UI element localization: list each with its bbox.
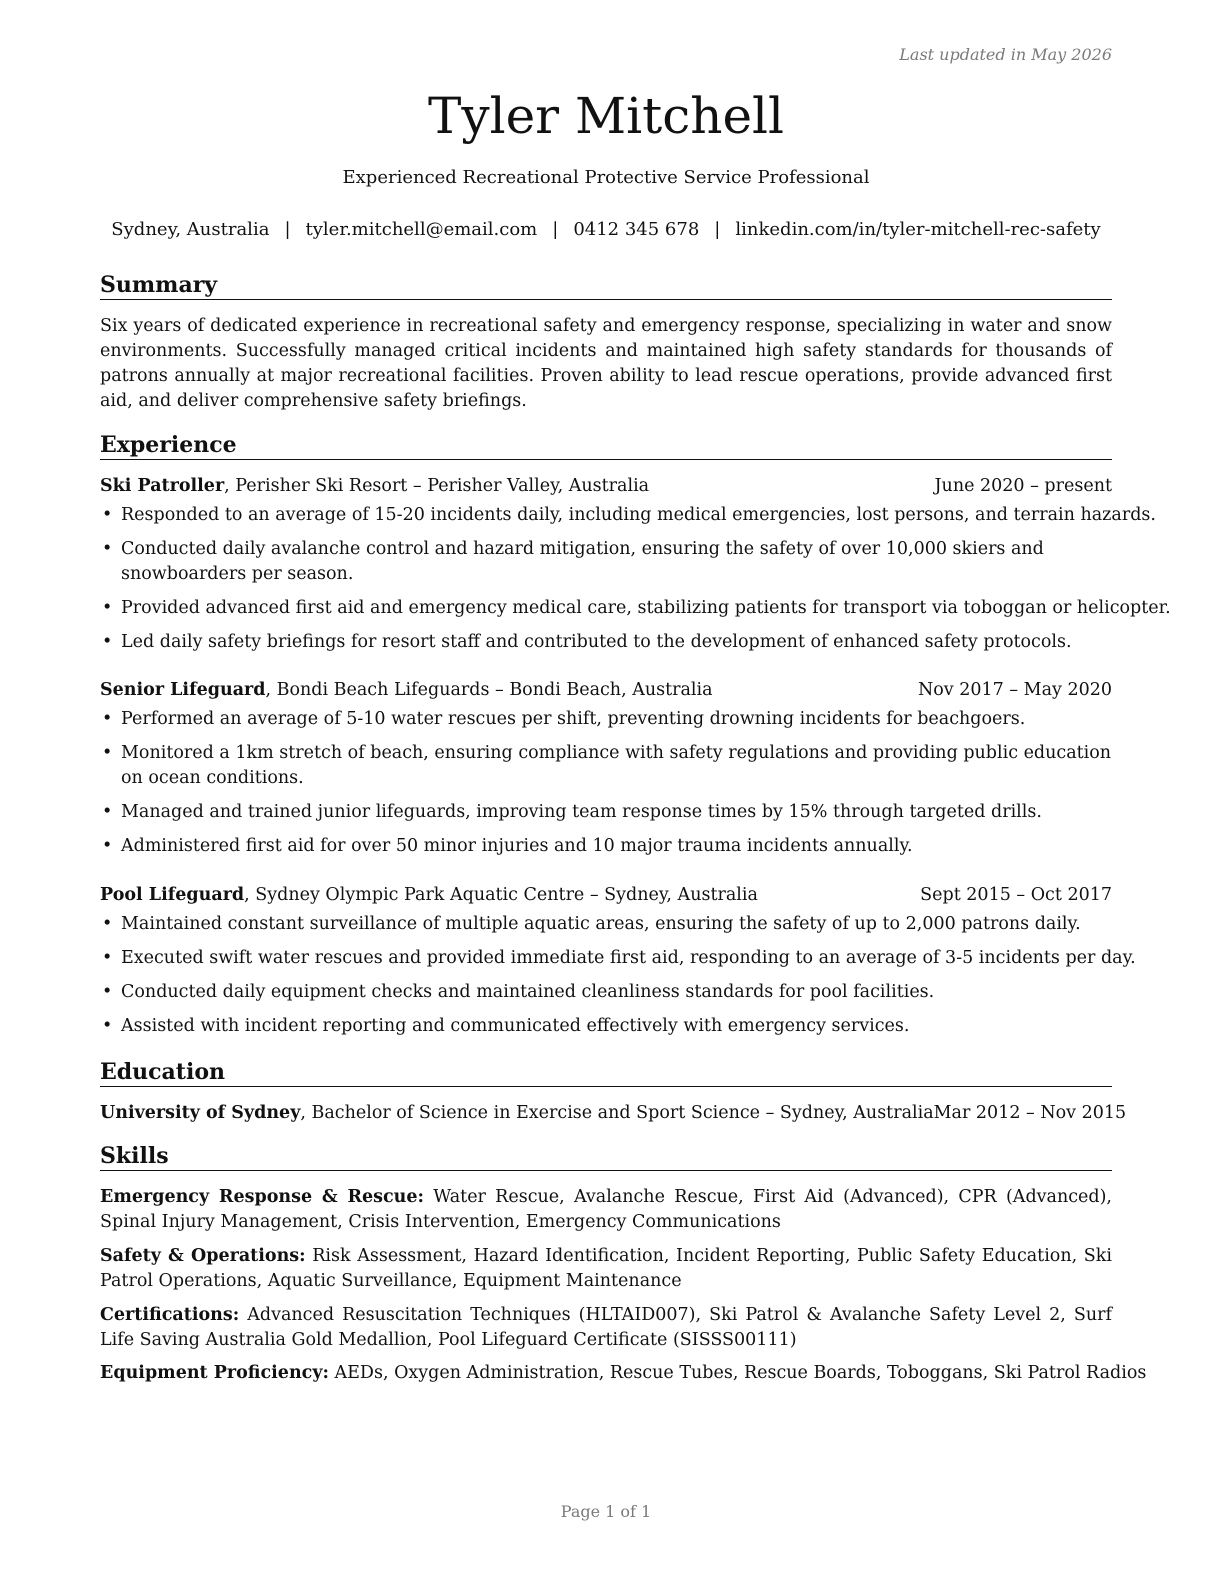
job-organization: , Perisher Ski Resort – Perisher Valley, Australia [224,476,650,496]
job-dates: June 2020 – present [934,476,1112,496]
job-bullet: • Responded to an average of 15-20 incidents daily, including medical emergencies, lost persons, and terrain hazards. [100,503,1112,528]
job-bullet: • Led daily safety briefings for resort staff and contributed to the development of enhanced safety protocols. [100,630,1112,655]
job-bullet: • Conducted daily avalanche control and hazard mitigation, ensuring the safety of over 10,000 skiers and snowboarders per season. [100,537,1112,587]
skill-group [100,1185,1112,1235]
contact-separator: | [284,219,291,240]
job-bullet-list [100,912,1136,1039]
skill-group [100,1303,1112,1353]
job-bullet: • Monitored a 1km stretch of beach, ensuring compliance with safety regulations and providing public education on ocean conditions. [100,741,1112,791]
experience-entry [100,882,1136,1048]
skill-list: AEDs, Oxygen Administration, Rescue Tubes, Rescue Boards, Toboggans, Ski Patrol Radios [328,1363,1147,1383]
skill-label: Safety & Operations: [100,1246,306,1266]
job-dates: Nov 2017 – May 2020 [917,680,1112,700]
section-heading-education: Education [100,1059,1112,1087]
contact-email-link[interactable]: tyler.mitchell@email.com [305,219,538,240]
experience-header [100,677,1112,703]
job-bullet: • Executed swift water rescues and provided immediate first aid, responding to an average of 3-5 incidents per day. [100,946,1112,971]
experience-header [100,882,1112,908]
skill-label: Certifications: [100,1305,240,1325]
experience-header [100,473,1112,499]
skill-list: Risk Assessment, Hazard Identification, Incident Reporting, Public Safety Education, Ski Patrol Operations, Aquatic Surveillance, Equipment Maintenance [100,1246,1112,1291]
job-title: Senior Lifeguard [100,680,266,700]
section-heading-experience: Experience [100,432,1112,460]
skill-label: Equipment Proficiency: [100,1363,329,1383]
experience-entry [100,473,1171,664]
job-title: Ski Patroller [100,476,225,496]
education-header [100,1100,1127,1126]
school-name: University of Sydney [100,1103,301,1123]
last-updated: Last updated in May 2026 [899,45,1112,64]
skill-list: Advanced Resuscitation Techniques (HLTAID007), Ski Patrol & Avalanche Safety Level 2, Surf Life Saving Australia Gold Medallion, Pool Lifeguard Certificate (SISSS00111) [100,1305,1112,1350]
job-bullet: • Conducted daily equipment checks and maintained cleanliness standards for pool facilities. [100,980,1112,1005]
experience-entry [100,677,1112,868]
candidate-name: Tyler Mitchell [427,87,785,145]
summary-text: Six years of dedicated experience in recreational safety and emergency response, specializing in water and snow environments. Successfully managed critical incidents and maintained high safety standards for thousands of patrons annually at major recreational facilities. Proven ability to lead rescue operations, provide advanced first aid, and deliver comprehensive safety briefings. [100,316,1112,411]
job-bullet: • Managed and trained junior lifeguards, improving team response times by 15% through targeted drills. [100,800,1112,825]
degree: , Bachelor of Science in Exercise and Sport Science – Sydney, Australia [300,1103,934,1123]
skill-group [100,1244,1112,1294]
contact-separator: | [552,219,559,240]
resume-page [100,0,1171,1584]
education-entry [100,1100,1127,1126]
job-organization: , Bondi Beach Lifeguards – Bondi Beach, Australia [265,680,713,700]
education-dates: Mar 2012 – Nov 2015 [933,1103,1127,1123]
job-organization: , Sydney Olympic Park Aquatic Centre – Sydney, Australia [244,885,758,905]
skill-label: Emergency Response & Rescue: [100,1187,424,1207]
skill-list: Water Rescue, Avalanche Rescue, First Aid (Advanced), CPR (Advanced), Spinal Injury Management, Crisis Intervention, Emergency Communications [100,1187,1112,1232]
contact-phone: 0412 345 678 [573,219,700,240]
job-bullet-list [100,707,1112,859]
contact-linkedin-link[interactable]: linkedin.com/in/tyler-mitchell-rec-safety [735,219,1101,240]
headline: Experienced Recreational Protective Service Professional [342,167,870,188]
job-dates: Sept 2015 – Oct 2017 [920,885,1112,905]
job-bullet: • Provided advanced first aid and emergency medical care, stabilizing patients for transport via toboggan or helicopter. [100,596,1112,621]
contact-separator: | [714,219,721,240]
contact-location: Sydney, Australia [111,219,270,240]
contact-line [100,219,1112,240]
section-heading-summary: Summary [100,272,1112,300]
job-bullet: • Performed an average of 5-10 water rescues per shift, preventing drowning incidents for beachgoers. [100,707,1112,732]
job-bullet: • Maintained constant surveillance of multiple aquatic areas, ensuring the safety of up to 2,000 patrons daily. [100,912,1112,937]
job-bullet: • Administered first aid for over 50 minor injuries and 10 major trauma incidents annually. [100,834,1112,859]
job-title: Pool Lifeguard [100,885,245,905]
skill-group [100,1361,1147,1386]
job-bullet-list [100,503,1171,655]
job-bullet: • Assisted with incident reporting and communicated effectively with emergency services. [100,1014,1112,1039]
page-number: Page 1 of 1 [560,1502,652,1521]
section-heading-skills: Skills [100,1143,1112,1171]
